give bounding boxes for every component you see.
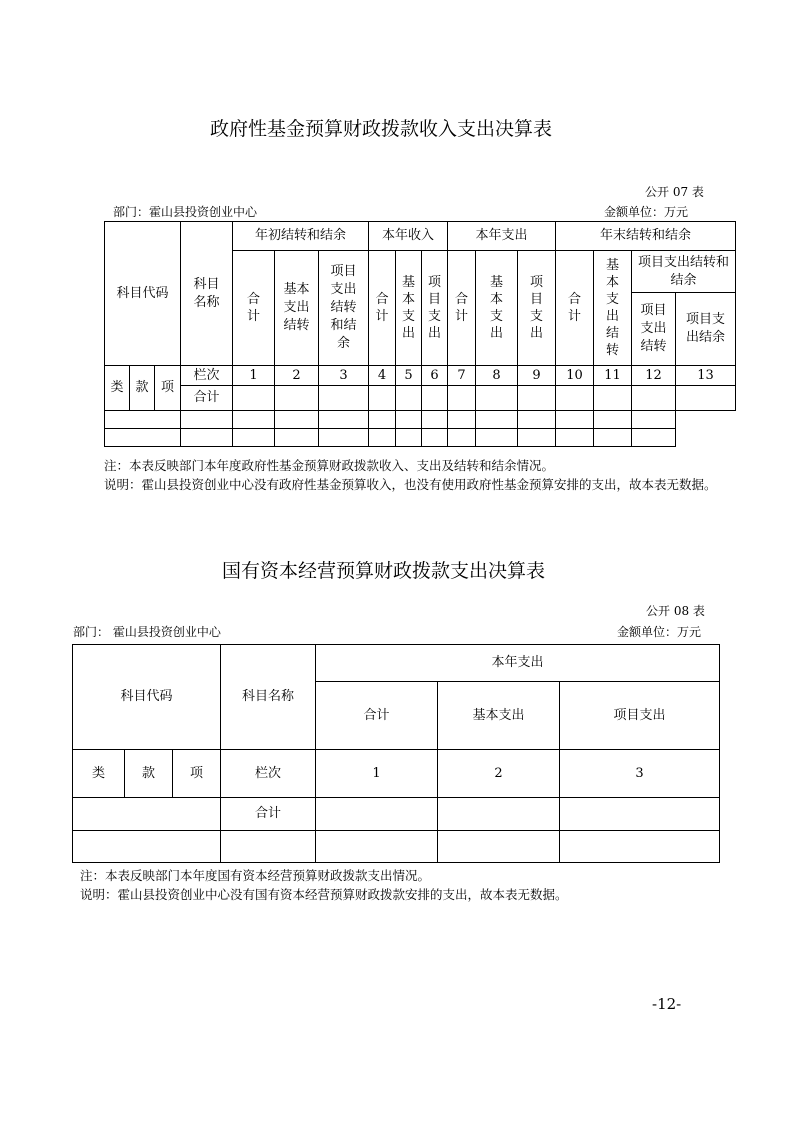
- doc1-table: [104, 221, 736, 447]
- doc2-amount-unit: 金额单位：万元: [617, 625, 702, 639]
- doc1-explanation: 说明：霍山县投资创业中心没有政府性基金预算收入，也没有使用政府性基金预算安排的支出，故本表无数据。: [104, 477, 717, 492]
- doc1-expense-project: [518, 251, 556, 366]
- doc1-income-project: [422, 251, 448, 366]
- doc2-lei-header: 类: [73, 750, 125, 798]
- table-row: [105, 429, 736, 447]
- doc1-income-basic: [396, 251, 422, 366]
- doc2-title: 国有资本经营预算财政拨款支出决算表: [222, 560, 546, 582]
- doc2-basic-header: 基本支出: [438, 682, 560, 750]
- doc1-begin-project-label: 项目支出结转和结余: [330, 264, 357, 351]
- doc1-note: 注：本表反映部门本年度政府性基金预算财政拨款收入、支出及结转和结余情况。: [104, 458, 555, 473]
- doc1-begin-basic-label: 基本支出结转: [283, 282, 310, 333]
- doc1-name-header: [181, 222, 233, 366]
- doc1-amount-unit: 金额单位：万元: [604, 205, 689, 219]
- doc1-row-number-label: 栏次: [181, 366, 233, 386]
- doc2-sum-label: 合计: [221, 798, 316, 831]
- doc2-col-num: 2: [438, 750, 560, 798]
- doc2-form-number: 公开 08 表: [646, 604, 705, 618]
- doc1-expense-header: 本年支出: [448, 222, 556, 251]
- doc1-name-header-label: 科目名称: [193, 276, 220, 310]
- doc2-project-header: 项目支出: [560, 682, 720, 750]
- doc1-income-basic-label: 基本支出: [401, 274, 415, 341]
- doc1-col-num: 7: [448, 366, 476, 386]
- doc2-col-num: 3: [560, 750, 720, 798]
- doc1-expense-total: [448, 251, 476, 366]
- doc1-income-total-label: 合计: [375, 291, 389, 324]
- doc1-income-project-label: 项目支出: [427, 274, 441, 341]
- doc1-end-basic-label: 基本支出结转: [605, 257, 619, 358]
- doc1-col-num: 5: [396, 366, 422, 386]
- doc1-col-num: 2: [275, 366, 319, 386]
- doc1-expense-total-label: 合计: [454, 291, 468, 324]
- doc2-table: [72, 644, 720, 863]
- doc1-col-num: 11: [594, 366, 632, 386]
- doc2-xiang-header: 项: [173, 750, 221, 798]
- doc1-col-num: 1: [233, 366, 275, 386]
- doc1-col-num: 10: [556, 366, 594, 386]
- doc1-expense-basic-label: 基本支出: [489, 274, 503, 341]
- doc1-title: 政府性基金预算财政拨款收入支出决算表: [210, 118, 553, 140]
- table-row: [105, 411, 736, 429]
- doc1-code-header: 科目代码: [105, 222, 181, 366]
- doc2-code-header: 科目代码: [73, 645, 221, 750]
- doc1-begin-total-label: 合计: [246, 291, 260, 324]
- doc1-expense-project-label: 项目支出: [529, 274, 543, 341]
- doc2-col-num: 1: [316, 750, 438, 798]
- doc1-begin-total: [233, 251, 275, 366]
- doc1-end-header: 年末结转和结余: [556, 222, 736, 251]
- page-number: -12-: [652, 995, 682, 1013]
- doc1-expense-basic: [476, 251, 518, 366]
- doc1-col-num: 13: [676, 366, 736, 386]
- table-row: [73, 831, 720, 863]
- doc1-col-num: 9: [518, 366, 556, 386]
- doc1-end-project-carry-label: 项目支出结转: [640, 303, 667, 354]
- doc2-row-number-label: 栏次: [221, 750, 316, 798]
- doc1-department: 部门：霍山县投资创业中心: [113, 205, 258, 219]
- doc1-begin-header: 年初结转和结余: [233, 222, 369, 251]
- doc1-end-total-label: 合计: [567, 291, 581, 324]
- doc1-end-project-surplus: [676, 293, 736, 366]
- doc1-col-num: 8: [476, 366, 518, 386]
- doc2-total-header: 合计: [316, 682, 438, 750]
- doc2-department: 部门： 霍山县投资创业中心: [73, 625, 221, 639]
- doc1-end-project-carry: [632, 293, 676, 366]
- doc1-form-number: 公开 07 表: [645, 185, 704, 199]
- doc1-end-basic: [594, 251, 632, 366]
- doc2-kuan-header: 款: [125, 750, 173, 798]
- doc2-note: 注：本表反映部门本年度国有资本经营预算财政拨款支出情况。: [80, 868, 431, 883]
- doc2-name-header: 科目名称: [221, 645, 316, 750]
- doc1-end-project-surplus-label: 项目支出结余: [685, 312, 725, 345]
- doc1-end-total: [556, 251, 594, 366]
- doc1-col-num: 6: [422, 366, 448, 386]
- doc1-end-project: [632, 251, 736, 293]
- doc2-expense-header: 本年支出: [316, 645, 720, 682]
- doc1-begin-project: [319, 251, 369, 366]
- doc1-sum-label: 合计: [181, 386, 233, 411]
- doc1-col-num: 4: [369, 366, 396, 386]
- doc1-col-num: 12: [632, 366, 676, 386]
- doc1-income-total: [369, 251, 396, 366]
- doc1-begin-basic: [275, 251, 319, 366]
- doc1-end-project-label: 项目支出结转和结余: [637, 254, 729, 288]
- doc1-kuan-header: 款: [130, 366, 155, 411]
- doc1-xiang-header: 项: [155, 366, 181, 411]
- doc1-col-num: 3: [319, 366, 369, 386]
- doc1-income-header: 本年收入: [369, 222, 448, 251]
- doc2-explanation: 说明：霍山县投资创业中心没有国有资本经营预算财政拨款安排的支出，故本表无数据。: [80, 887, 568, 902]
- doc1-lei-header: 类: [105, 366, 130, 411]
